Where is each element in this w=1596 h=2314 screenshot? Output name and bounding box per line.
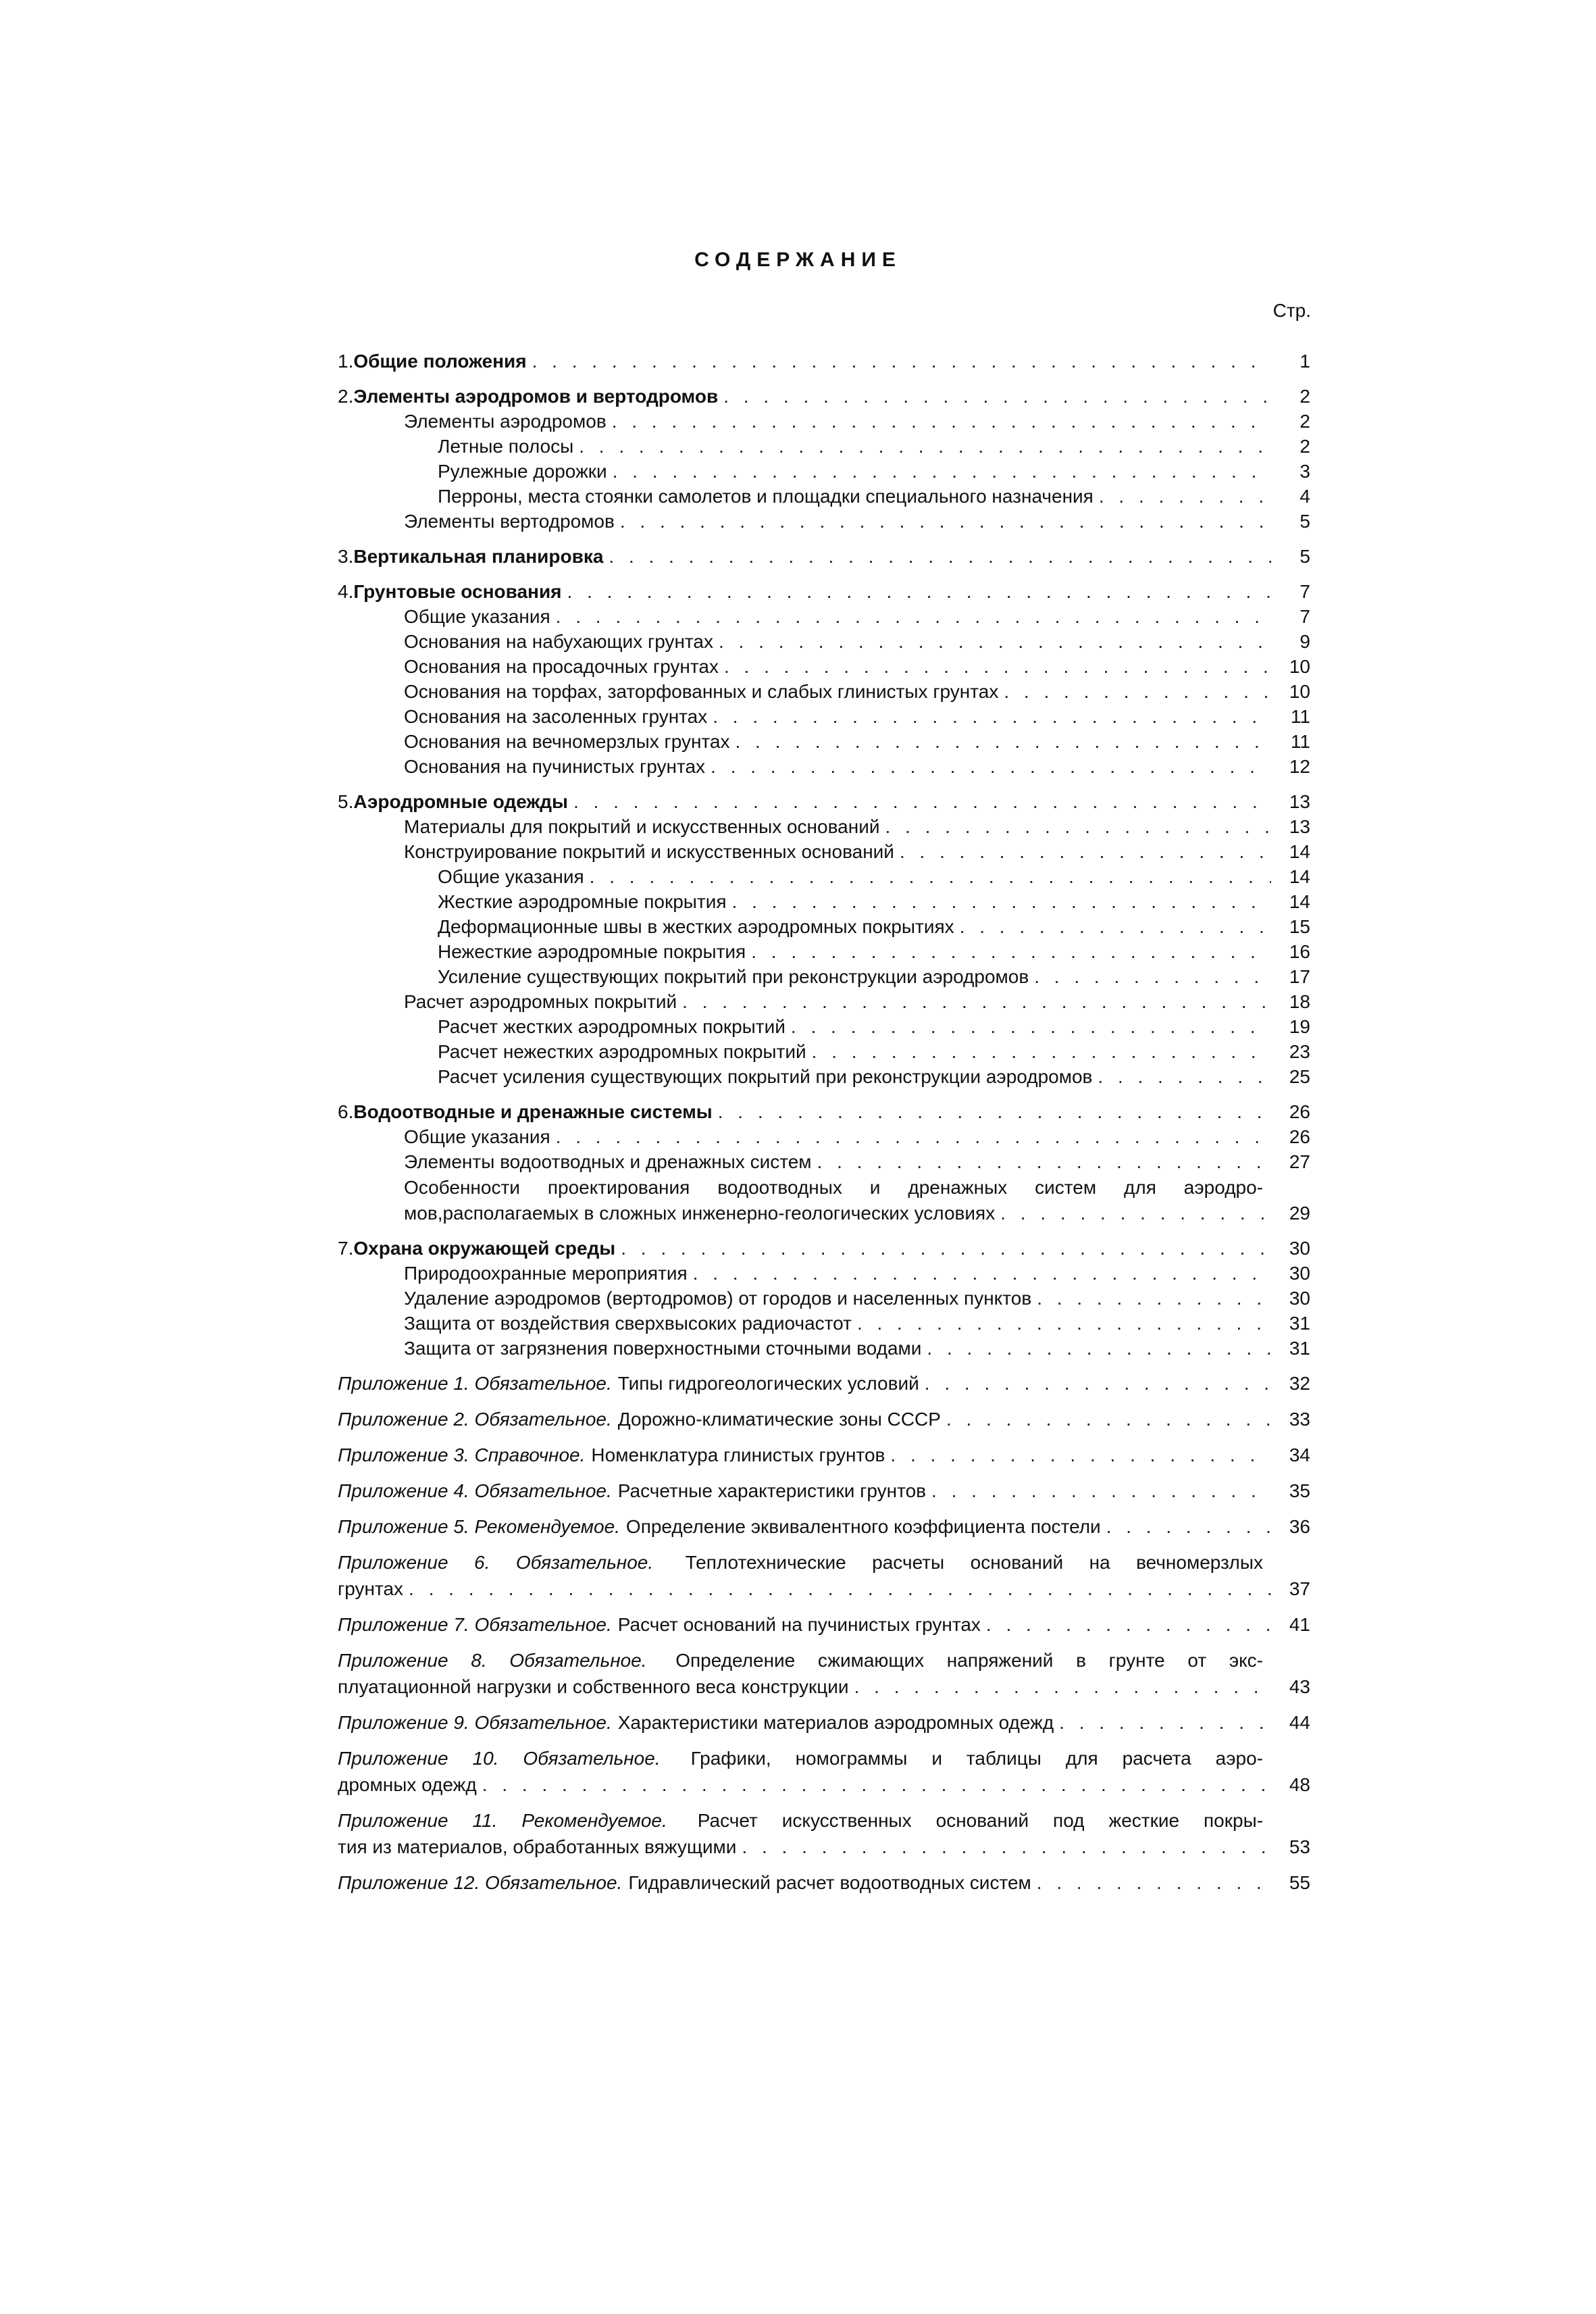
dot-leader: [556, 1124, 1271, 1149]
toc-appendix-12[interactable]: [338, 1869, 1310, 1896]
toc-entry-text: Элементы вертодромов: [404, 511, 615, 532]
appendix-title-continued: грунтах: [338, 1578, 404, 1599]
page-number: 2: [1299, 386, 1310, 407]
toc-entry-text: Защита от воздействия сверхвысоких радиочастот: [404, 1313, 852, 1334]
page-number: 30: [1289, 1238, 1310, 1259]
page-number: 15: [1289, 916, 1310, 937]
toc-entry-text: Рулежные дорожки: [438, 461, 607, 482]
page-number: 5: [1299, 511, 1310, 532]
dot-leader: [682, 989, 1271, 1014]
page-number: 31: [1289, 1313, 1310, 1334]
page-number: 25: [1289, 1066, 1310, 1087]
dot-leader: [751, 939, 1271, 964]
toc-entry-text: Водоотводные и дренажные системы: [353, 1101, 713, 1122]
appendix-title: Типы гидрогеологических условий: [617, 1373, 919, 1394]
page-number: 30: [1289, 1288, 1310, 1309]
appendix-prefix: Приложение 7. Обязательное.: [338, 1614, 612, 1635]
toc-entry-text: Природоохранные мероприятия: [404, 1263, 688, 1284]
appendix-prefix: Приложение 3. Справочное.: [338, 1444, 586, 1465]
page-number: 10: [1289, 656, 1310, 677]
page-number: 14: [1289, 866, 1310, 887]
toc-appendix-8[interactable]: [338, 1647, 1263, 1674]
toc-entry-text: Жесткие аэродромные покрытия: [438, 891, 727, 912]
dot-leader: [925, 1370, 1271, 1397]
toc-subsubsection[interactable]: [338, 1039, 1310, 1064]
dot-leader: [854, 1674, 1271, 1700]
toc-appendix-7[interactable]: [338, 1611, 1310, 1638]
page-number: 48: [1289, 1774, 1310, 1795]
dot-leader: [742, 1834, 1271, 1860]
page-number: 37: [1289, 1578, 1310, 1599]
toc-appendix-11-continued[interactable]: [338, 1834, 1310, 1860]
appendix-title: Гидравлический расчет водоотводных систем: [628, 1872, 1031, 1893]
appendix-title: Определение сжимающих напряжений в грунте от экс-: [675, 1650, 1263, 1671]
dot-leader: [1034, 964, 1271, 989]
section-number: 3.: [338, 546, 354, 567]
dot-leader: [723, 384, 1271, 409]
toc-subsubsection[interactable]: [338, 889, 1310, 914]
page-number: 27: [1289, 1151, 1310, 1172]
toc-subsection[interactable]: [338, 1149, 1310, 1174]
toc-appendix-5[interactable]: [338, 1513, 1310, 1540]
dot-leader: [620, 509, 1271, 534]
page-number: 11: [1290, 731, 1310, 752]
appendix-title: Дорожно-климатические зоны СССР: [617, 1409, 941, 1430]
toc-entry-text: Основания на пучинистых грунтах: [404, 756, 706, 777]
toc-appendix-6-continued[interactable]: [338, 1576, 1310, 1602]
dot-leader: [960, 914, 1271, 939]
toc-subsection[interactable]: [338, 989, 1310, 1014]
page-number: 11: [1290, 706, 1310, 727]
toc-subsection-wrapped-line[interactable]: Особенности проектирования водоотводных и дренажных систем для аэродро-: [404, 1177, 1263, 1198]
page-title: СОДЕРЖАНИЕ: [694, 249, 902, 271]
dot-leader: [573, 789, 1271, 814]
toc-entry-text: Перроны, места стоянки самолетов и площадки специального назначения: [438, 486, 1093, 507]
toc-entry-text: Нежесткие аэродромные покрытия: [438, 941, 746, 962]
toc-section-6[interactable]: [338, 1099, 1310, 1124]
page-number: 33: [1289, 1409, 1310, 1430]
toc-entry-text: Элементы водоотводных и дренажных систем: [404, 1151, 812, 1172]
page-number: 23: [1289, 1041, 1310, 1062]
page-number: 10: [1289, 681, 1310, 702]
appendix-prefix: Приложение 9. Обязательное.: [338, 1712, 612, 1733]
toc-appendix-11[interactable]: [338, 1807, 1263, 1834]
toc-appendix-1[interactable]: [338, 1370, 1310, 1397]
page-number: 31: [1289, 1338, 1310, 1359]
page-number: 9: [1299, 631, 1310, 652]
toc-entry-text: Элементы аэродромов и вертодромов: [353, 386, 719, 407]
page-column-label: Стр.: [1272, 300, 1311, 321]
toc-appendix-10-continued[interactable]: [338, 1771, 1310, 1798]
appendix-prefix: Приложение 6. Обязательное.: [338, 1552, 654, 1573]
toc-appendix-4[interactable]: [338, 1478, 1310, 1504]
toc-subsection[interactable]: [338, 704, 1310, 729]
toc-entry-text: Общие указания: [438, 866, 584, 887]
appendix-title-continued: дромных одежд: [338, 1774, 477, 1795]
toc-entry-text: Основания на набухающих грунтах: [404, 631, 713, 652]
toc-entry-text: Материалы для покрытий и искусственных оснований: [404, 816, 880, 837]
section-number: 2.: [338, 386, 354, 407]
dot-leader: [718, 1099, 1271, 1124]
appendix-prefix: Приложение 2. Обязательное.: [338, 1409, 612, 1430]
appendix-prefix: Приложение 5. Рекомендуемое.: [338, 1516, 620, 1537]
toc-section-1[interactable]: [338, 349, 1310, 374]
appendix-title-continued: плуатационной нагрузки и собственного веса конструкции: [338, 1676, 849, 1697]
toc-entry-text: Усиление существующих покрытий при реконструкции аэродромов: [438, 966, 1029, 987]
page-number: 36: [1289, 1516, 1310, 1537]
dot-leader: [612, 409, 1271, 434]
page-number: 3: [1299, 461, 1310, 482]
dot-leader: [1106, 1513, 1271, 1540]
page-number: 14: [1289, 891, 1310, 912]
toc-entry-text: Расчет усиления существующих покрытий при реконструкции аэродромов: [438, 1066, 1093, 1087]
toc-appendix-3[interactable]: [338, 1442, 1310, 1468]
page-number: 34: [1289, 1444, 1310, 1465]
page-number: 13: [1289, 791, 1310, 812]
toc-subsubsection[interactable]: [338, 434, 1310, 459]
toc-subsection[interactable]: [338, 729, 1310, 754]
toc-subsection[interactable]: [338, 604, 1310, 629]
appendix-prefix: Приложение 8. Обязательное.: [338, 1650, 647, 1671]
appendix-title: Графики, номограммы и таблицы для расчета аэро-: [690, 1748, 1264, 1769]
dot-leader: [711, 754, 1271, 779]
page-number: 35: [1289, 1480, 1310, 1501]
dot-leader: [812, 1039, 1271, 1064]
dot-leader: [713, 704, 1271, 729]
dot-leader: [857, 1311, 1271, 1336]
dot-leader: [736, 729, 1272, 754]
toc-subsubsection[interactable]: [338, 964, 1310, 989]
dot-leader: [817, 1149, 1271, 1174]
page-number: 26: [1289, 1101, 1310, 1122]
appendix-title: Характеристики материалов аэродромных одежд: [617, 1712, 1054, 1733]
page-number: 26: [1289, 1126, 1310, 1147]
page-number: 19: [1289, 1016, 1310, 1037]
toc-appendix-6[interactable]: [338, 1549, 1263, 1576]
toc-subsubsection[interactable]: [338, 864, 1310, 889]
dot-leader: [693, 1261, 1271, 1286]
toc-entry-text: Грунтовые основания: [353, 581, 562, 602]
appendix-prefix: Приложение 10. Обязательное.: [338, 1748, 661, 1769]
appendix-prefix: Приложение 4. Обязательное.: [338, 1480, 612, 1501]
toc-entry-text: Удаление аэродромов (вертодромов) от городов и населенных пунктов: [404, 1288, 1032, 1309]
toc-subsection[interactable]: [338, 1336, 1310, 1361]
toc-subsection[interactable]: [338, 1311, 1310, 1336]
toc-entry-text: Вертикальная планировка: [353, 546, 604, 567]
toc-entry-text: Конструирование покрытий и искусственных оснований: [404, 841, 894, 862]
toc-appendix-10[interactable]: [338, 1745, 1263, 1771]
toc-subsubsection[interactable]: [338, 914, 1310, 939]
toc-section-2[interactable]: [338, 384, 1310, 409]
toc-entry-text: Элементы аэродромов: [404, 411, 607, 432]
page-number: 7: [1299, 581, 1310, 602]
toc-entry-text: Деформационные швы в жестких аэродромных покрытиях: [438, 916, 954, 937]
dot-leader: [885, 814, 1271, 839]
appendix-title: Расчет оснований на пучинистых грунтах: [617, 1614, 981, 1635]
toc-entry-text: Основания на вечномерзлых грунтах: [404, 731, 730, 752]
page-number: 17: [1289, 966, 1310, 987]
toc-subsection[interactable]: [338, 1124, 1310, 1149]
section-number: 7.: [338, 1238, 354, 1259]
page-number: 41: [1289, 1614, 1310, 1635]
toc-subsection[interactable]: [338, 654, 1310, 679]
dot-leader: [724, 654, 1271, 679]
toc-subsection[interactable]: [338, 839, 1310, 864]
page-number: 12: [1289, 756, 1310, 777]
toc-section-7[interactable]: [338, 1236, 1310, 1261]
toc-entry-text: Летные полосы: [438, 436, 574, 457]
dot-leader: [900, 839, 1271, 864]
toc-subsection[interactable]: [338, 1201, 1310, 1226]
toc-subsubsection[interactable]: [338, 939, 1310, 964]
page-number: 32: [1289, 1373, 1310, 1394]
dot-leader: [890, 1442, 1271, 1468]
toc-subsection[interactable]: [338, 1286, 1310, 1311]
dot-leader: [556, 604, 1271, 629]
page-number: 30: [1289, 1263, 1310, 1284]
dot-leader: [579, 434, 1271, 459]
page-number: 16: [1289, 941, 1310, 962]
appendix-title-continued: тия из материалов, обработанных вяжущими: [338, 1836, 737, 1857]
dot-leader: [621, 1236, 1271, 1261]
toc-section-5[interactable]: [338, 789, 1310, 814]
page-number: 1: [1299, 351, 1310, 372]
toc-subsection[interactable]: [338, 409, 1310, 434]
toc-section-3[interactable]: [338, 544, 1310, 569]
dot-leader: [1098, 1064, 1271, 1089]
page-number: 18: [1289, 991, 1310, 1012]
appendix-title: Расчетные характеристики грунтов: [617, 1480, 927, 1501]
toc-entry-text: Расчет нежестких аэродромных покрытий: [438, 1041, 806, 1062]
toc-entry-text: Общие положения: [353, 351, 527, 372]
dot-leader: [532, 349, 1271, 374]
toc-subsubsection[interactable]: [338, 1064, 1310, 1089]
toc-subsubsection[interactable]: [338, 459, 1310, 484]
page-number: 2: [1299, 411, 1310, 432]
appendix-prefix: Приложение 12. Обязательное.: [338, 1872, 623, 1893]
toc-subsection[interactable]: [338, 1261, 1310, 1286]
toc-entry-text: Аэродромные одежды: [353, 791, 568, 812]
appendix-title: Расчет искусственных оснований под жесткие покры-: [697, 1810, 1264, 1831]
toc-entry-text: Основания на просадочных грунтах: [404, 656, 719, 677]
dot-leader: [732, 889, 1271, 914]
page-number: 53: [1289, 1836, 1310, 1857]
toc-entry-text: Общие указания: [404, 1126, 550, 1147]
appendix-prefix: Приложение 1. Обязательное.: [338, 1373, 612, 1394]
appendix-prefix: Приложение 11. Рекомендуемое.: [338, 1810, 667, 1831]
page-number: 44: [1289, 1712, 1310, 1733]
toc-appendix-8-continued[interactable]: [338, 1674, 1310, 1700]
dot-leader: [567, 579, 1271, 604]
page-number: 55: [1289, 1872, 1310, 1893]
page-number: 13: [1289, 816, 1310, 837]
page-number: 43: [1289, 1676, 1310, 1697]
page-number: 4: [1299, 486, 1310, 507]
toc-entry-text: Защита от загрязнения поверхностными сточными водами: [404, 1338, 922, 1359]
dot-leader: [1037, 1869, 1271, 1896]
dot-leader: [590, 864, 1271, 889]
page-number: 5: [1299, 546, 1310, 567]
appendix-title: Определение эквивалентного коэффициента постели: [625, 1516, 1101, 1537]
dot-leader: [409, 1576, 1271, 1602]
table-of-contents: [338, 349, 1310, 1896]
toc-subsection[interactable]: [338, 679, 1310, 704]
toc-appendix-2[interactable]: [338, 1406, 1310, 1432]
toc-appendix-9[interactable]: [338, 1709, 1310, 1736]
dot-leader: [946, 1406, 1271, 1432]
toc-section-4[interactable]: [338, 579, 1310, 604]
toc-subsubsection[interactable]: [338, 484, 1310, 509]
dot-leader: [719, 629, 1271, 654]
toc-entry-text: Расчет жестких аэродромных покрытий: [438, 1016, 786, 1037]
dot-leader: [1099, 484, 1271, 509]
toc-subsection[interactable]: [338, 509, 1310, 534]
page-number: 7: [1299, 606, 1310, 627]
dot-leader: [609, 544, 1271, 569]
page-number: 14: [1289, 841, 1310, 862]
dot-leader: [1059, 1709, 1271, 1736]
dot-leader: [1000, 1201, 1271, 1226]
page-number: 29: [1289, 1203, 1310, 1224]
dot-leader: [1037, 1286, 1271, 1311]
dot-leader: [482, 1771, 1271, 1798]
toc-subsubsection[interactable]: [338, 1014, 1310, 1039]
dot-leader: [931, 1478, 1271, 1504]
section-number: 4.: [338, 581, 354, 602]
toc-entry-text: Общие указания: [404, 606, 550, 627]
section-number: 6.: [338, 1101, 354, 1122]
dot-leader: [613, 459, 1271, 484]
appendix-title: Номенклатура глинистых грунтов: [591, 1444, 885, 1465]
dot-leader: [791, 1014, 1271, 1039]
appendix-title: Теплотехнические расчеты оснований на вечномерзлых: [685, 1552, 1264, 1573]
dot-leader: [986, 1611, 1271, 1638]
toc-entry-text: Основания на торфах, заторфованных и слабых глинистых грунтах: [404, 681, 999, 702]
toc-subsection[interactable]: [338, 754, 1310, 779]
toc-subsection[interactable]: [338, 814, 1310, 839]
section-number: 1.: [338, 351, 354, 372]
section-number: 5.: [338, 791, 354, 812]
dot-leader: [1004, 679, 1271, 704]
toc-entry-text: Расчет аэродромных покрытий: [404, 991, 677, 1012]
toc-entry-text: Основания на засоленных грунтах: [404, 706, 708, 727]
toc-subsection[interactable]: [338, 629, 1310, 654]
toc-entry-text: Охрана окружающей среды: [353, 1238, 616, 1259]
dot-leader: [927, 1336, 1271, 1361]
toc-entry-text: мов,располагаемых в сложных инженерно-геологических условиях: [404, 1203, 996, 1224]
page-number: 2: [1299, 436, 1310, 457]
